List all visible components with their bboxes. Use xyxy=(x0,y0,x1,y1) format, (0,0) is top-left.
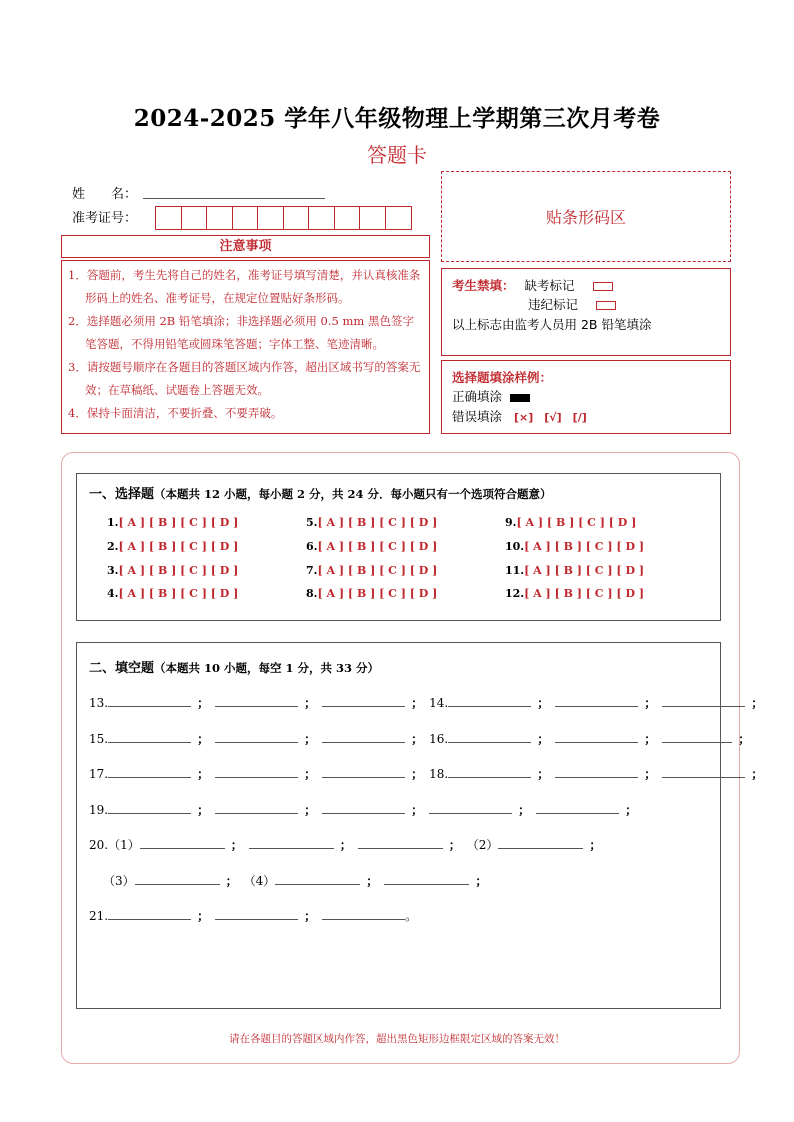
id-digit-box[interactable] xyxy=(233,207,259,229)
blank-input[interactable] xyxy=(215,907,298,920)
fill-section-title xyxy=(89,657,379,676)
blank-input[interactable] xyxy=(135,872,220,885)
notice-title: 注意事项 xyxy=(61,235,430,258)
notice-item: 2．选择题必须用 2B 铅笔填涂；非选择题必须用 0.5 mm 黑色签字笔答题，不得用铅笔或圆珠笔答题；字体工整、笔迹清晰。 xyxy=(68,314,414,351)
choice-q3[interactable]: 3.[ A ] [ B ] [ C ] [ D ] xyxy=(107,564,239,577)
choice-q11[interactable]: 11.[ A ] [ B ] [ C ] [ D ] xyxy=(505,564,645,577)
choice-q12[interactable]: 12.[ A ] [ B ] [ C ] [ D ] xyxy=(505,587,645,600)
fill-row-20b: （3） ； （4） ； ； xyxy=(103,874,488,888)
blank-input[interactable] xyxy=(536,801,619,814)
barcode-label: 贴条形码区 xyxy=(545,208,626,227)
page-title: 2024-2025 学年八年级物理上学期第三次月考卷 xyxy=(133,105,661,132)
blank-input[interactable] xyxy=(140,836,225,849)
blank-input[interactable] xyxy=(108,801,191,814)
blank-input[interactable] xyxy=(555,694,638,707)
id-digit-box[interactable] xyxy=(360,207,386,229)
forbidden-note: 以上标志由监考人员用 2B 铅笔填涂 xyxy=(452,317,652,332)
absent-label: 缺考标记 xyxy=(524,278,575,293)
choice-desc: （本题共 12 小题，每小题 2 分，共 24 分．每小题只有一个选项符合题意） xyxy=(154,487,552,501)
fill-row-19: 19. ； ； ； ； ； xyxy=(89,803,638,817)
blank-input[interactable] xyxy=(322,730,405,743)
sample-box xyxy=(441,360,731,434)
correct-fill-sample xyxy=(510,394,530,402)
sample-title: 选择题填涂样例： xyxy=(452,370,553,385)
blank-input[interactable] xyxy=(108,730,191,743)
id-digit-box[interactable] xyxy=(386,207,412,229)
fill-desc: （本题共 10 小题，每空 1 分，共 33 分） xyxy=(154,661,380,675)
blank-input[interactable] xyxy=(555,765,638,778)
choice-q9[interactable]: 9.[ A ] [ B ] [ C ] [ D ] xyxy=(505,516,637,529)
id-boxes[interactable] xyxy=(155,206,412,230)
choice-q7[interactable]: 7.[ A ] [ B ] [ C ] [ D ] xyxy=(306,564,438,577)
choice-q10[interactable]: 10.[ A ] [ B ] [ C ] [ D ] xyxy=(505,540,645,553)
blank-input[interactable] xyxy=(275,872,360,885)
blank-input[interactable] xyxy=(108,765,191,778)
blank-input[interactable] xyxy=(108,694,191,707)
blank-input[interactable] xyxy=(448,730,531,743)
blank-input[interactable] xyxy=(662,730,732,743)
name-field[interactable] xyxy=(143,197,325,199)
blank-input[interactable] xyxy=(322,694,405,707)
blank-input[interactable] xyxy=(215,694,298,707)
blank-input[interactable] xyxy=(448,694,531,707)
blank-input[interactable] xyxy=(215,730,298,743)
id-digit-box[interactable] xyxy=(258,207,284,229)
footer-warning: 请在各题目的答题区域内作答，超出黑色矩形边框限定区域的答案无效！ xyxy=(229,1033,565,1045)
wrong-marks: [×] [√] [/] xyxy=(514,411,587,424)
name-label: 姓 名： xyxy=(72,187,138,202)
fill-section xyxy=(76,642,764,1009)
page-subtitle: 答题卡 xyxy=(367,143,427,167)
blank-input[interactable] xyxy=(358,836,443,849)
fill-row-15: 15. ； ； ； 16. ； ； ； xyxy=(89,732,751,746)
fill-row-20a: 20.（1） ； ； ； （2） ； xyxy=(89,838,602,852)
choice-q5[interactable]: 5.[ A ] [ B ] [ C ] [ D ] xyxy=(306,516,438,529)
notice-item: 3．请按题号顺序在各题目的答题区域内作答，超出区域书写的答案无效；在草稿纸、试题卷上答题无效。 xyxy=(68,360,421,397)
id-digit-box[interactable] xyxy=(207,207,233,229)
blank-input[interactable] xyxy=(215,765,298,778)
choice-q2[interactable]: 2.[ A ] [ B ] [ C ] [ D ] xyxy=(107,540,239,553)
choice-q6[interactable]: 6.[ A ] [ B ] [ C ] [ D ] xyxy=(306,540,438,553)
wrong-label: 错误填涂 xyxy=(452,409,503,424)
id-digit-box[interactable] xyxy=(309,207,335,229)
forbidden-box xyxy=(441,268,731,356)
id-digit-box[interactable] xyxy=(182,207,208,229)
choice-q8[interactable]: 8.[ A ] [ B ] [ C ] [ D ] xyxy=(306,587,438,600)
blank-input[interactable] xyxy=(249,836,334,849)
absent-mark-box[interactable] xyxy=(593,282,613,291)
notice-item: 1．答题前，考生先将自己的姓名，准考证号填写清楚，并认真核准条形码上的姓名、准考证号，在规定位置贴好条形码。 xyxy=(68,268,421,305)
fill-row-21: 21. ； ； 。 xyxy=(89,909,418,923)
violation-mark-box[interactable] xyxy=(596,301,616,310)
correct-label: 正确填涂 xyxy=(452,389,503,404)
blank-input[interactable] xyxy=(215,801,298,814)
fill-row-17: 17. ； ； ； 18. ； ； ； xyxy=(89,767,764,781)
id-digit-box[interactable] xyxy=(156,207,182,229)
fill-row-13: 13. ； ； ； 14. ； ； ； xyxy=(89,696,764,710)
violation-label: 违纪标记 xyxy=(528,297,579,312)
barcode-area xyxy=(441,171,731,262)
id-digit-box[interactable] xyxy=(284,207,310,229)
blank-input[interactable] xyxy=(322,907,405,920)
choice-q4[interactable]: 4.[ A ] [ B ] [ C ] [ D ] xyxy=(107,587,239,600)
blank-input[interactable] xyxy=(662,765,745,778)
id-label: 准考证号： xyxy=(72,211,138,226)
notice-box xyxy=(61,260,430,434)
choice-section-title xyxy=(89,483,552,502)
choice-title-text: 一、选择题 xyxy=(89,487,155,502)
blank-input[interactable] xyxy=(429,801,512,814)
blank-input[interactable] xyxy=(322,765,405,778)
notice-item: 4．保持卡面清洁，不要折叠、不要弄破。 xyxy=(68,406,283,420)
blank-input[interactable] xyxy=(555,730,638,743)
blank-input[interactable] xyxy=(498,836,583,849)
forbidden-title: 考生禁填： xyxy=(452,278,515,293)
blank-input[interactable] xyxy=(322,801,405,814)
blank-input[interactable] xyxy=(448,765,531,778)
choice-section xyxy=(76,473,721,621)
fill-title-text: 二、填空题 xyxy=(89,661,155,676)
blank-input[interactable] xyxy=(662,694,745,707)
blank-input[interactable] xyxy=(108,907,191,920)
blank-input[interactable] xyxy=(384,872,469,885)
choice-q1[interactable]: 1.[ A ] [ B ] [ C ] [ D ] xyxy=(107,516,239,529)
id-digit-box[interactable] xyxy=(335,207,361,229)
